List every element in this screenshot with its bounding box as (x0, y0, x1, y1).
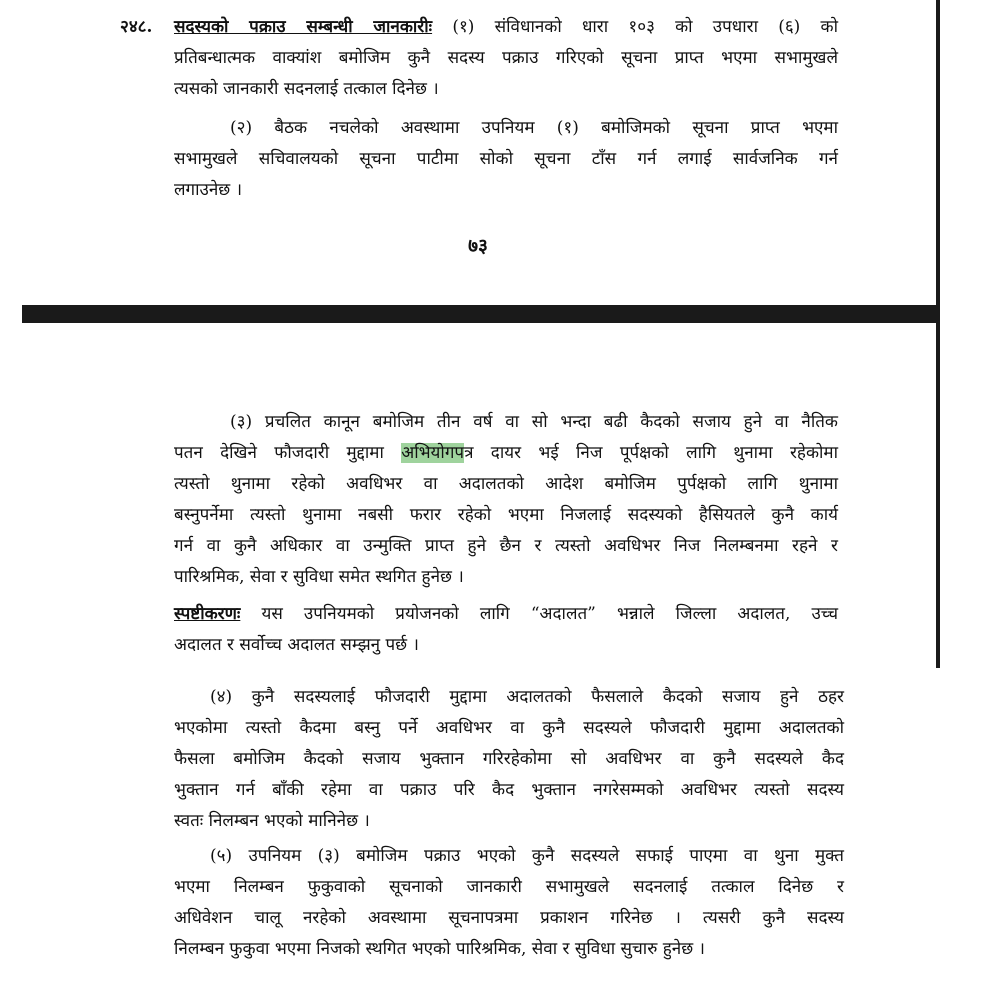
section-title: सदस्यको पक्राउ सम्बन्धी जानकारीः (174, 17, 433, 37)
page-separator-bar (22, 305, 940, 323)
clause-1-line-1: (१) संविधानको धारा १०३ को उपधारा (६) को (452, 17, 838, 37)
section-248-heading-line (120, 12, 838, 43)
clause-4-line-1: (४) कुनै सदस्यलाई फौजदारी मुद्दामा अदालतको फैसलाले कैदको सजाय हुने ठहर (210, 687, 844, 707)
explanation-line-1 (174, 599, 838, 630)
clause-3-line-6: पारिश्रमिक, सेवा र सुविधा समेत स्थगित हुनेछ । (174, 567, 464, 587)
clause-4-line-4: भुक्तान गर्न बाँकी रहेमा वा पक्राउ परि कैद भुक्तान नगरेसम्मको अवधिभर त्यस्तो सदस्य (174, 780, 844, 800)
clause-2-line-1: (२) बैठक नचलेको अवस्थामा उपनियम (१) बमोजिमको सूचना प्राप्त भएमा (230, 118, 838, 138)
page-right-border-top (936, 0, 940, 668)
clause-2-line-2: सभामुखले सचिवालयको सूचना पाटीमा सोको सूचना टाँस गर्न लगाई सार्वजनिक गर्न (174, 149, 838, 169)
clause-3 (174, 407, 838, 593)
page-number: ७३ (468, 235, 488, 257)
section-248 (120, 12, 838, 105)
explanation-label: स्पष्टीकरणः (174, 604, 241, 624)
clause-3-line-5: गर्न वा कुनै अधिकार वा उन्मुक्ति प्राप्त हुने छैन र त्यस्तो अवधिभर निज निलम्बनमा रहने र (174, 536, 838, 556)
clause-5 (174, 841, 844, 965)
clause-1-line-3: त्यसको जानकारी सदनलाई तत्काल दिनेछ । (174, 79, 439, 99)
clause-2 (174, 113, 838, 206)
clause-3-line-2 (174, 438, 838, 469)
clause-4-line-2: भएकोमा त्यस्तो कैदमा बस्नु पर्ने अवधिभर वा कुनै सदस्यले फौजदारी मुद्दामा अदालतको (174, 718, 844, 738)
clause-3-line-2-start: पतन देखिने फौजदारी मुद्दामा (174, 443, 402, 463)
clause-4 (174, 682, 844, 837)
clause-4-line-3: फैसला बमोजिम कैदको सजाय भुक्तान गरिरहेकोमा सो अवधिभर वा कुनै सदस्यले कैद (174, 749, 844, 769)
explanation (174, 599, 838, 661)
clause-5-line-4: निलम्बन फुकुवा भएमा निजको स्थगित भएको पारिश्रमिक, सेवा र सुविधा सुचारु हुनेछ । (174, 939, 705, 959)
clause-3-line-1: (३) प्रचलित कानून बमोजिम तीन वर्ष वा सो भन्दा बढी कैदको सजाय हुने वा नैतिक (230, 412, 838, 432)
clause-4-line-5: स्वतः निलम्बन भएको मानिनेछ । (174, 811, 370, 831)
clause-3-line-2-end: त्र दायर भई निज पूर्पक्षको लागि थुनामा रहेकोमा (464, 443, 838, 463)
highlighted-word[interactable]: अभियोगप (401, 443, 465, 463)
explanation-line-2: अदालत र सर्वोच्च अदालत सम्झनु पर्छ । (174, 635, 419, 655)
clause-5-line-2: भएमा निलम्बन फुकुवाको सूचनाको जानकारी सभामुखले सदनलाई तत्काल दिनेछ र (174, 877, 844, 897)
clause-1-line-2: प्रतिबन्धात्मक वाक्यांश बमोजिम कुनै सदस्य पक्राउ गरिएको सूचना प्राप्त भएमा सभामुखले (174, 48, 838, 68)
clause-5-line-3: अधिवेशन चालू नरहेको अवस्थामा सूचनापत्रमा प्रकाशन गरिनेछ । त्यसरी कुनै सदस्य (174, 908, 844, 928)
explanation-text-1: यस उपनियमको प्रयोजनको लागि “अदालत” भन्नाले जिल्ला अदालत, उच्च (261, 604, 839, 624)
clause-3-line-3: त्यस्तो थुनामा रहेको अवधिभर वा अदालतको आदेश बमोजिम पुर्पक्षको लागि थुनामा (174, 474, 838, 494)
clause-5-line-1: (५) उपनियम (३) बमोजिम पक्राउ भएको कुनै सदस्यले सफाई पाएमा वा थुना मुक्त (210, 846, 844, 866)
section-number: २४८. (120, 17, 153, 37)
clause-3-line-4: बस्नुपर्नेमा त्यस्तो थुनामा नबसी फरार रहेको भएमा निजलाई सदस्यको हैसियतले कुनै कार्य (174, 505, 838, 525)
clause-2-line-3: लगाउनेछ । (174, 180, 243, 200)
